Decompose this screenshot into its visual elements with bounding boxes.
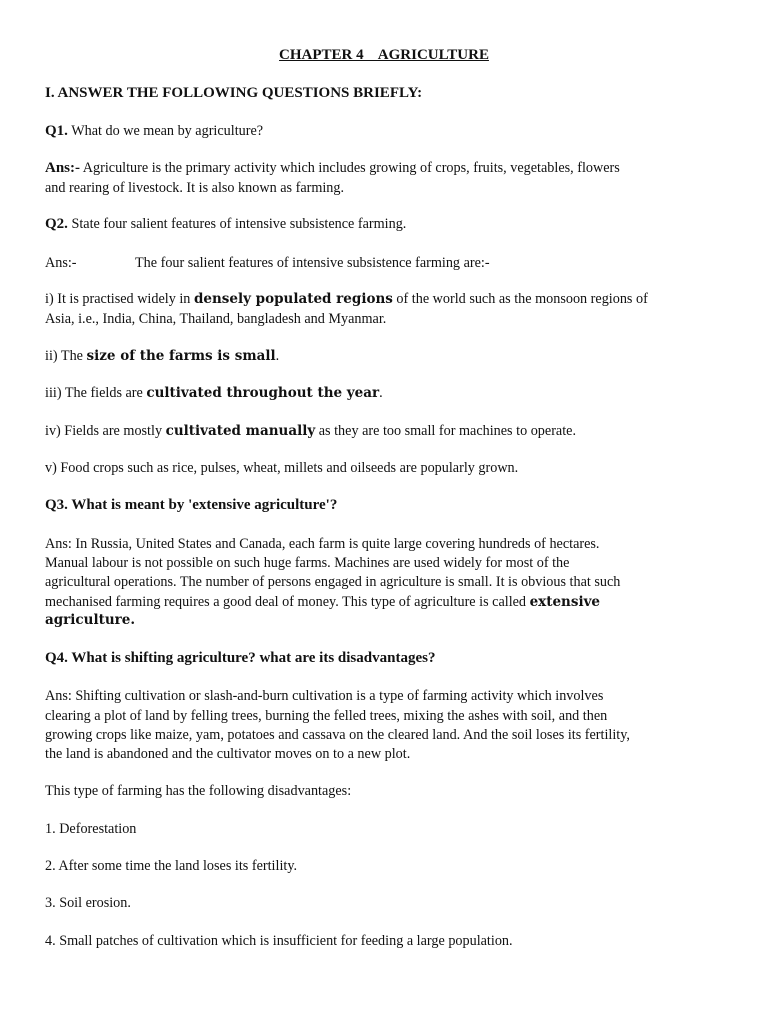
answer-2-label: Ans:-: [45, 255, 77, 271]
answer-1-line-1: [45, 161, 620, 176]
answer-1-label: Ans:-: [45, 160, 81, 176]
answer-3-line-1: Ans: In Russia, United States and Canada, each farm is quite large covering hundreds of hectares.: [45, 536, 600, 552]
point-3-prefix: iii) The fields are: [45, 385, 147, 401]
disadvantages-intro: This type of farming has the following disadvantages:: [45, 783, 352, 799]
answer-2-point-2: [45, 349, 279, 364]
answer-1-text: Agriculture is the primary activity which includes growing of crops, fruits, vegetables, flowers: [80, 160, 620, 176]
question-1-label: Q1.: [45, 123, 68, 139]
answer-4-line-4: the land is abandoned and the cultivator moves on to a new plot.: [45, 746, 411, 762]
disadvantage-item: 2. After some time the land loses its fertility.: [45, 858, 298, 874]
question-3: Q3. What is meant by 'extensive agriculture'?: [45, 497, 338, 513]
point-4-emphasis: cultivated manually: [165, 423, 316, 439]
disadvantage-item: 4. Small patches of cultivation which is insufficient for feeding a large population.: [45, 933, 513, 949]
chapter-title: CHAPTER 4 AGRICULTURE: [279, 47, 489, 63]
question-2: [45, 217, 406, 232]
answer-2-intro-text: The four salient features of intensive subsistence farming are:-: [135, 255, 490, 271]
answer-3-line-2: Manual labour is not possible on such huge farms. Machines are used widely for most of the: [45, 555, 570, 571]
question-4: Q4. What is shifting agriculture? what are its disadvantages?: [45, 650, 436, 666]
point-4-prefix: iv) Fields are mostly: [45, 423, 166, 439]
answer-3-line-3: agricultural operations. The number of persons engaged in agriculture is small. It is obvious that such: [45, 574, 621, 590]
answer-2-intro: [45, 256, 490, 270]
answer-2-point-4: [45, 424, 576, 439]
point-2-emphasis: size of the farms is small: [86, 348, 276, 364]
question-1: [45, 124, 263, 139]
point-1-prefix: i) It is practised widely in: [45, 291, 194, 307]
question-2-label: Q2.: [45, 216, 68, 232]
answer-3-line-4: [45, 595, 600, 610]
answer-2-point-1: [45, 292, 648, 307]
answer-3-line-5: agriculture.: [45, 612, 136, 628]
point-2-prefix: ii) The: [45, 348, 87, 364]
answer-2-point-5: v) Food crops such as rice, pulses, wheat, millets and oilseeds are popularly grown.: [45, 460, 519, 476]
point-1-suffix: of the world such as the monsoon regions of: [392, 291, 648, 307]
section-heading: I. ANSWER THE FOLLOWING QUESTIONS BRIEFLY:: [45, 85, 423, 101]
point-1-emphasis: densely populated regions: [193, 291, 393, 307]
disadvantage-item: 1. Deforestation: [45, 821, 137, 837]
answer-4-line-2: clearing a plot of land by felling trees, burning the felled trees, mixing the ashes with soil, and then: [45, 708, 608, 724]
question-2-text: State four salient features of intensive subsistence farming.: [67, 216, 407, 232]
question-1-text: What do we mean by agriculture?: [67, 123, 264, 139]
disadvantage-item: 3. Soil erosion.: [45, 895, 131, 911]
point-4-suffix: as they are too small for machines to operate.: [315, 423, 577, 439]
answer-3-line-4-text: mechanised farming requires a good deal of money. This type of agriculture is called: [45, 594, 530, 610]
point-3-suffix: .: [379, 385, 383, 401]
answer-4-line-3: growing crops like maize, yam, potatoes and cassava on the cleared land. And the soil loses its fertility,: [45, 727, 630, 743]
answer-2-point-1-line-2: Asia, i.e., India, China, Thailand, bangladesh and Myanmar.: [45, 311, 387, 327]
answer-4-line-1: Ans: Shifting cultivation or slash-and-burn cultivation is a type of farming activity which involves: [45, 688, 604, 704]
answer-2-point-3: [45, 386, 383, 401]
point-3-emphasis: cultivated throughout the year: [146, 385, 380, 401]
answer-3-emphasis: extensive: [529, 594, 601, 610]
answer-1-line-2: and rearing of livestock. It is also known as farming.: [45, 180, 345, 196]
point-2-suffix: .: [275, 348, 280, 364]
